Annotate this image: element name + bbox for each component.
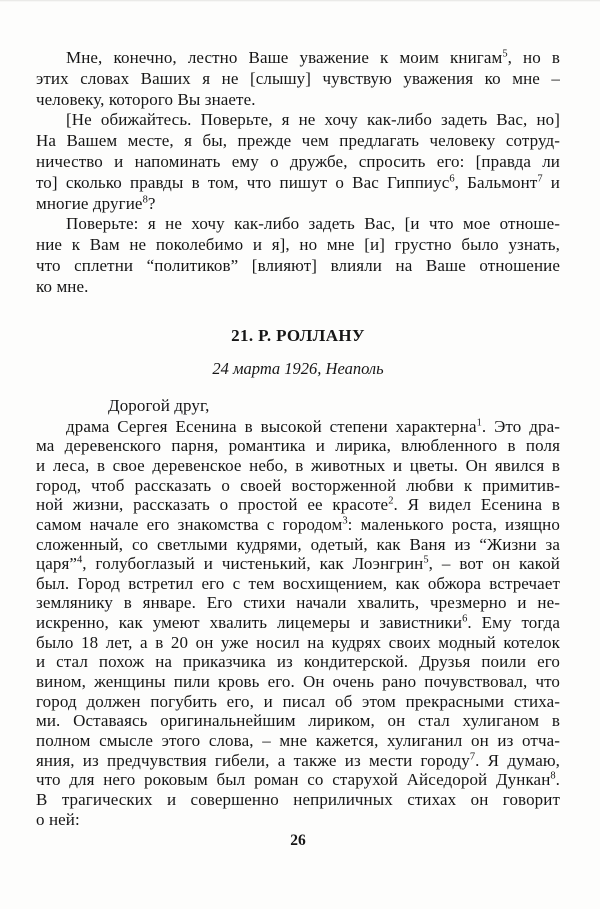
footnote-marker: 5 (502, 48, 508, 60)
text-line: было 18 лет, а в 20 он уже носил на кудрях своих модный котелок (36, 632, 560, 652)
text-line: о ней: (36, 809, 80, 829)
letter-dateline: 24 марта 1926, Неаполь (212, 358, 384, 378)
text-line: самом начале его знакомства с городом$^3$: маленького роста, изящно (36, 514, 560, 534)
paragraph (36, 48, 560, 110)
text-line: город, чтоб рассказать о своей восторженной любви к примитив- (36, 475, 560, 495)
footnote-marker: 5 (423, 554, 429, 566)
footnote-marker: 8 (142, 193, 148, 205)
letter-body-section (36, 417, 560, 830)
scan-edge-shadow (0, 0, 600, 2)
footnote-marker: 4 (77, 554, 83, 566)
text-line: землянику в январе. Его стихи начали хвалить, чрезмерно и не- (36, 593, 560, 613)
text-line: искренно, как умеют хвалить лицемеры и завистники$^6$. Ему тогда (36, 613, 560, 633)
text-line: многие другие$^8$? (36, 193, 156, 213)
text-line: ние к Вам не поколебимо и я], но мне [и] грустно было узнать, (36, 235, 560, 255)
paragraph (36, 110, 560, 214)
letter-heading: 21. Р. РОЛЛАНУ (231, 325, 365, 345)
text-line: был. Город встретил его с тем восхищением, как обжора встречает (36, 573, 560, 593)
text-line: и леса, в свое деревенское небо, в животных и цветы. Он явился в (36, 455, 560, 475)
text-line: и стал похож на приказчика из кондитерской. Друзья поили его (36, 652, 560, 672)
text-line: сложенный, со светлыми кудрями, одетый, как Ваня из “Жизни за (36, 534, 560, 554)
text-line: ничество и напоминать ему о дружбе, спросить его: [правда ли (36, 151, 560, 171)
footnote-marker: 2 (388, 495, 394, 507)
text-line: В трагических и совершенно неприличных стихах он говорит (36, 790, 560, 810)
text-line: ма деревенского парня, романтика и лирика, влюбленного в поля (36, 436, 560, 456)
text-line: человеку, которого Вы знаете. (36, 89, 256, 109)
text-line: этих словах Ваших я не [слышу] чувствую уважения ко мне – (36, 68, 560, 88)
paragraph (36, 214, 560, 297)
text-line: ми. Оставаясь оригинальнейшим лириком, он стал хулиганом в (36, 711, 560, 731)
text-line: город должен погубить его, и писал об этом прекрасными стиха- (36, 691, 560, 711)
paragraph (36, 396, 560, 416)
footnote-marker: 6 (462, 613, 468, 625)
text-line: Дорогой друг, (108, 395, 210, 415)
text-line: [Не обижайтесь. Поверьте, я не хочу как-либо задеть Вас, но] (66, 110, 560, 130)
text-line: драма Сергея Есенина в высокой степени характерна$^1$. Это дра- (66, 416, 560, 436)
salutation-section (36, 396, 560, 416)
footnote-marker: 8 (550, 770, 556, 782)
footnote-marker: 7 (469, 751, 476, 763)
text-line: Поверьте: я не хочу как-либо задеть Вас, [и что мое отноше- (66, 214, 560, 234)
preamble-section (36, 48, 560, 298)
text-line: яния, из предчувствия гибели, а также из мести городу$^7$. Я думаю, (36, 750, 560, 770)
footnote-marker: 3 (342, 515, 348, 527)
text-line: что сплетни “политиков” [влияют] влияли на Ваше отношение (36, 255, 560, 275)
footnote-marker: 6 (449, 173, 455, 185)
text-line: что для него роковым был роман со старухой Айседорой Дункан$^8$. (36, 770, 560, 790)
text-line: Мне, конечно, лестно Ваше уважение к моим книгам$^5$, но в (66, 48, 561, 67)
text-line: вином, женщины пили кровь его. Он очень рано почувствовал, что (36, 672, 560, 692)
text-line: царя”$^4$, голубоглазый и чистенький, как Лоэнгрин$^5$, – вот он какой (36, 554, 560, 574)
paragraph (36, 417, 560, 830)
footnote-marker: 1 (476, 416, 482, 428)
text-line: то] сколько правды в том, что пишут о Вас Гиппиус$^6$, Бальмонт$^7$ и (36, 172, 560, 192)
page-number: 26 (290, 832, 306, 850)
text-line: полном смысле этого слова, – мне кажется, хулиганил он из отча- (36, 731, 560, 751)
text-line: На Вашем месте, я бы, прежде чем предлагать человеку сотруд- (36, 131, 560, 151)
text-line: ко мне. (36, 276, 89, 296)
text-line: ной жизни, рассказать о простой ее красоте$^2$. Я видел Есенина в (36, 495, 560, 515)
footnote-marker: 7 (537, 173, 543, 185)
